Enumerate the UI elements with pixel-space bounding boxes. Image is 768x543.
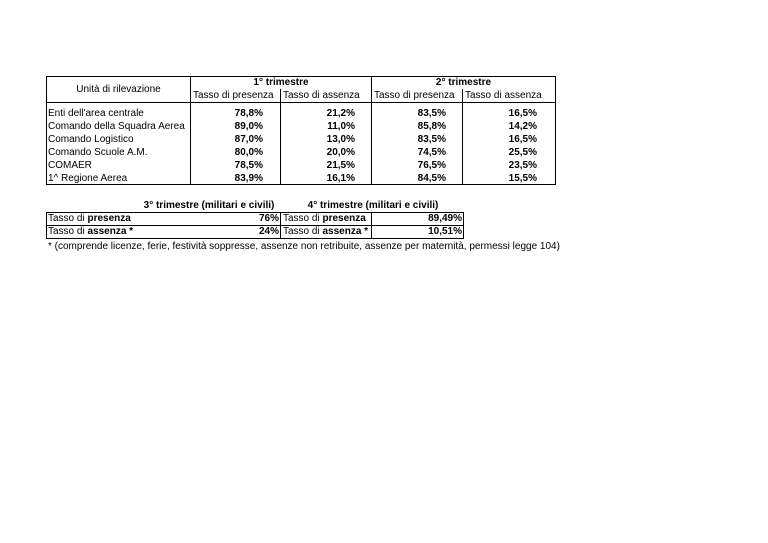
q1-col-assenza: Tasso di assenza <box>283 90 360 101</box>
q2-presenza-cell: 74,5% <box>417 147 446 158</box>
q1-presenza-cell: 87,0% <box>234 134 263 145</box>
q3-assenza-value: 24% <box>258 226 279 237</box>
q2-assenza-cell: 23,5% <box>508 160 537 171</box>
q1-assenza-cell: 20,0% <box>326 147 355 158</box>
q2-presenza-cell: 85,8% <box>417 121 446 132</box>
q2-assenza-cell: 14,2% <box>508 121 537 132</box>
q3-presenza-label: Tasso di presenza <box>48 213 131 224</box>
q2-assenza-cell: 16,5% <box>508 108 537 119</box>
q1-assenza-cell: 21,2% <box>326 108 355 119</box>
q2-presenza-cell: 83,5% <box>417 134 446 145</box>
q1-presenza-cell: 78,5% <box>234 160 263 171</box>
q1-col-presenza: Tasso di presenza <box>193 90 274 101</box>
q1-presenza-cell: 83,9% <box>234 173 263 184</box>
table2-border-right <box>463 212 464 239</box>
q2-assenza-cell: 15,5% <box>508 173 537 184</box>
unit-cell: Comando Scuole A.M. <box>48 147 148 158</box>
q2-assenza-cell: 25,5% <box>508 147 537 158</box>
q1-assenza-cell: 11,0% <box>327 121 355 132</box>
q1-assenza-cell: 13,0% <box>326 134 355 145</box>
q2-col-presenza: Tasso di presenza <box>374 90 455 101</box>
q2-col-assenza: Tasso di assenza <box>465 90 542 101</box>
unit-cell: 1^ Regione Aerea <box>48 173 128 184</box>
unit-cell: Comando Logistico <box>48 134 134 145</box>
table2-divider-q3-q4 <box>280 212 281 239</box>
table2-border-left <box>46 212 47 239</box>
footnote: * (comprende licenze, ferie, festività soppresse, assenze non retribuite, assenze per maternità, permessi legge 104) <box>48 241 560 252</box>
q4-presenza-label: Tasso di presenza <box>283 213 366 224</box>
unit-cell: COMAER <box>48 160 92 171</box>
q2-presenza-cell: 83,5% <box>417 108 446 119</box>
q1-title: 1° trimestre <box>253 77 309 88</box>
q1-presenza-cell: 80,0% <box>234 147 263 158</box>
unit-cell: Enti dell'area centrale <box>48 108 144 119</box>
q3-title: 3° trimestre (militari e civili) <box>143 200 275 211</box>
q1-presenza-cell: 89,0% <box>234 121 263 132</box>
q1-assenza-cell: 21,5% <box>326 160 355 171</box>
q1-assenza-cell: 16,1% <box>326 173 355 184</box>
q4-presenza-value: 89,49% <box>428 213 462 224</box>
q4-assenza-value: 10,51% <box>428 226 462 237</box>
q2-assenza-cell: 16,5% <box>508 134 537 145</box>
table2-border-bottom <box>46 238 464 239</box>
q3-assenza-label: Tasso di assenza * <box>48 226 134 237</box>
unit-header: Unità di rilevazione <box>76 84 161 95</box>
q2-presenza-cell: 84,5% <box>417 173 446 184</box>
q3-presenza-value: 76% <box>258 213 279 224</box>
table1-border-header-bottom <box>46 102 556 103</box>
table1-border-right <box>555 76 556 185</box>
q2-title: 2° trimestre <box>435 77 492 88</box>
q4-title: 4° trimestre (militari e civili) <box>307 200 439 211</box>
q1-presenza-cell: 78,8% <box>234 108 263 119</box>
q4-assenza-label: Tasso di assenza * <box>283 226 369 237</box>
unit-cell: Comando della Squadra Aerea <box>48 121 185 132</box>
q2-presenza-cell: 76,5% <box>417 160 446 171</box>
